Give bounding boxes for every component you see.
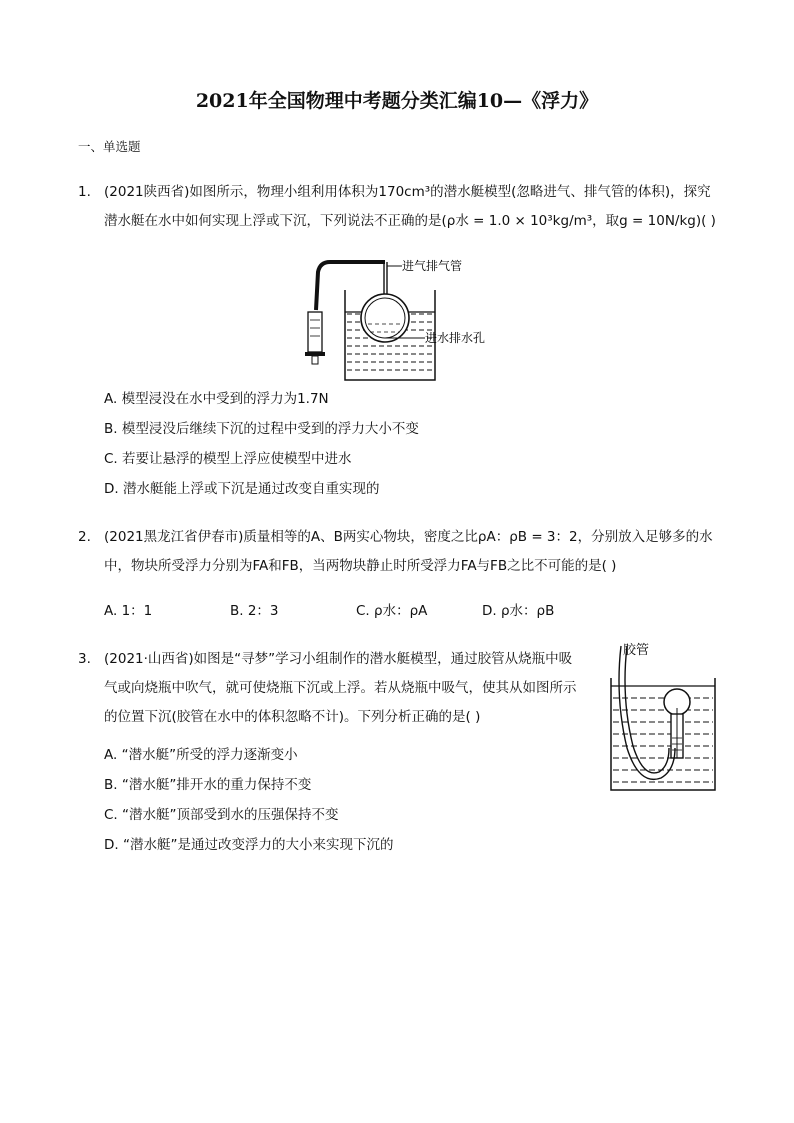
section-heading: 一、单选题 (78, 139, 141, 154)
question-text-line: 潜水艇在水中如何实现上浮或下沉，下列说法不正确的是(ρ水 = 1.0 × 10³kg/m³，取g = 10N/kg)( ) (104, 213, 716, 229)
option-b[interactable]: B. “潜水艇”排开水的重力保持不变 (104, 777, 312, 793)
question-3 (78, 645, 577, 860)
option-c[interactable]: C. 若要让悬浮的模型上浮应使模型中进水 (104, 451, 352, 467)
option-d[interactable]: D. 潜水艇能上浮或下沉是通过改变自重实现的 (104, 481, 380, 497)
question-text-line: (2021陕西省)如图所示，物理小组利用体积为170cm³的潜水艇模型(忽略进气、排气管的体积)，探究 (104, 184, 711, 200)
option-a[interactable]: A. 模型浸没在水中受到的浮力为1.7N (104, 391, 329, 407)
question-number: 3. (78, 651, 91, 667)
submarine-model-figure (290, 250, 510, 385)
question-1-options (78, 384, 419, 504)
question-text-line: 气或向烧瓶中吹气，就可使烧瓶下沉或上浮。若从烧瓶中吸气，使其从如图所示 (104, 680, 577, 696)
page-title: 2021年全国物理中考题分类汇编10—《浮力》 (195, 90, 599, 112)
question-text-line: (2021·山西省)如图是“寻梦”学习小组制作的潜水艇模型，通过胶管从烧瓶中吸 (104, 651, 573, 667)
option-c[interactable]: C. “潜水艇”顶部受到水的压强保持不变 (104, 807, 339, 823)
label-water-inlet-hole: 进水排水孔 (425, 331, 486, 345)
label-rubber-hose: 胶管 (623, 643, 650, 658)
option-b[interactable]: B. 模型浸没后继续下沉的过程中受到的浮力大小不变 (104, 421, 419, 437)
option-b[interactable]: B. 2：3 (230, 603, 279, 619)
question-text-line: 的位置下沉(胶管在水中的体积忽略不计)。下列分析正确的是( ) (104, 709, 481, 725)
question-1 (78, 178, 716, 236)
flask-submarine-figure (605, 638, 725, 794)
question-text-line: (2021黑龙江省伊春市)质量相等的A、B两实心物块，密度之比ρA：ρB = 3：2，分别放入足够多的水 (104, 529, 713, 545)
label-intake-exhaust-pipe: 进气排气管 (402, 259, 463, 273)
question-2 (78, 523, 713, 626)
question-number: 2. (78, 529, 91, 545)
question-text-line: 中，物块所受浮力分别为FA和FB，当两物块静止时所受浮力FA与FB之比不可能的是( ) (104, 558, 617, 574)
option-d[interactable]: D. “潜水艇”是通过改变浮力的大小来实现下沉的 (104, 837, 394, 853)
option-c[interactable]: C. ρ水：ρA (356, 603, 428, 619)
option-a[interactable]: A. 1：1 (104, 603, 153, 619)
option-a[interactable]: A. “潜水艇”所受的浮力逐渐变小 (104, 747, 298, 763)
option-d[interactable]: D. ρ水：ρB (482, 603, 555, 619)
question-number: 1. (78, 184, 91, 200)
